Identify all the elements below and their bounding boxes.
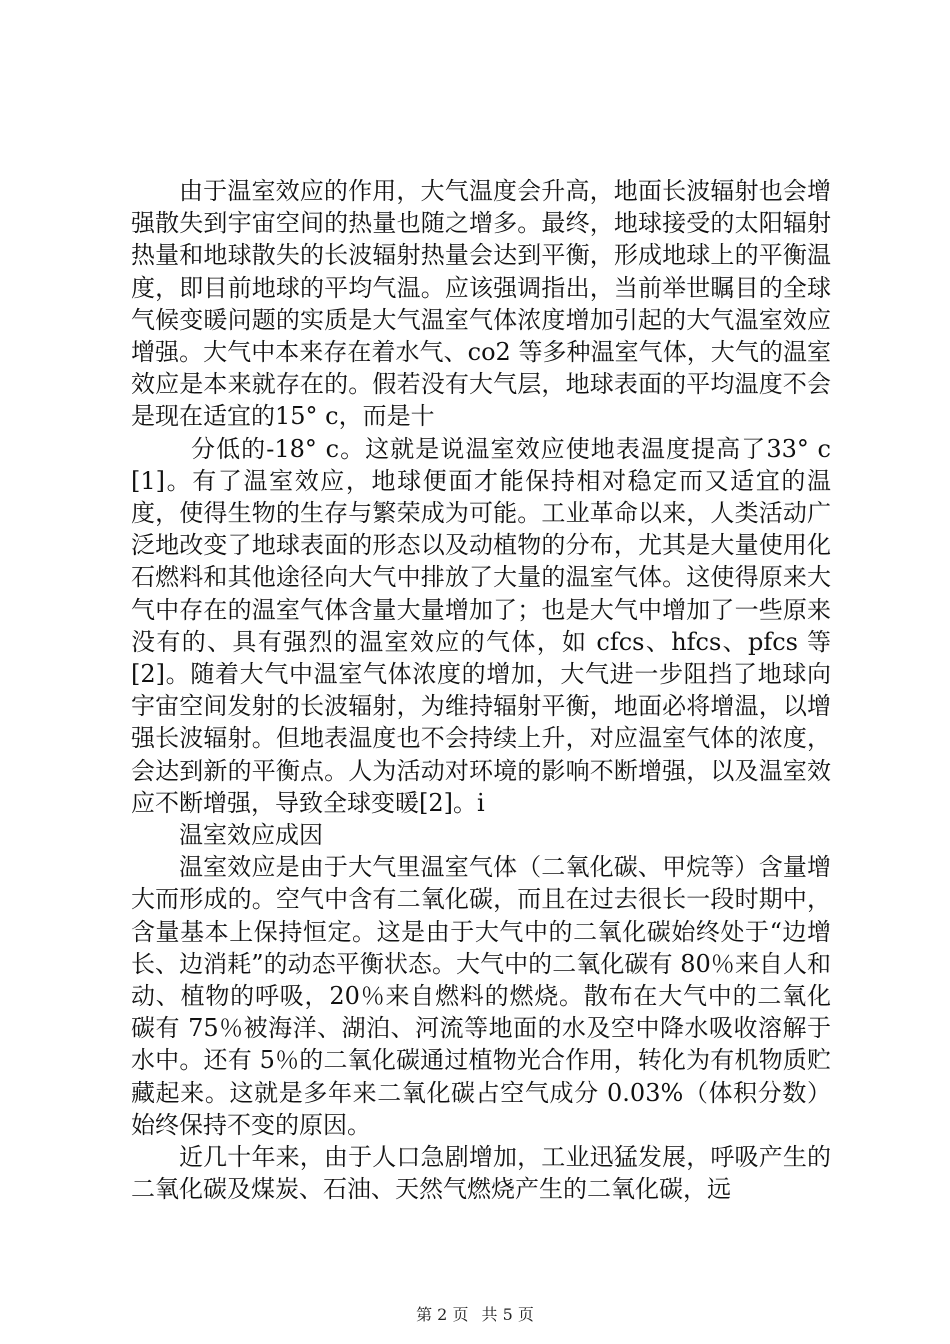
paragraph-greenhouse-effect-mechanism: 由于温室效应的作用，大气温度会升高，地面长波辐射也会增强散失到宇宙空间的热量也随之增多。最终，地球接受的太阳辐射热量和地球散失的长波辐射热量会达到平衡，形成地球上的平衡温度，即目前地球的平均气温。应该强调指出，当前举世瞩目的全球气候变暖问题的实质是大气温室气体浓度增加引起的大气温室效应增强。大气中本来存在着水气、co2 等多种温室气体，大气的温室效应是本来就存在的。假若没有大气层，地球表面的平均温度不会是现在适宜的15° c，而是十 (131, 177, 831, 431)
paragraph-greenhouse-effect-continued: 分低的-18° c。这就是说温室效应使地表温度提高了33° c[1]。有了温室效应，地球便面才能保持相对稳定而又适宜的温度，使得生物的生存与繁荣成为可能。工业革命以来，人类活动广泛地改变了地球表面的形态以及动植物的分布，尤其是大量使用化石燃料和其他途径向大气中排放了大量的温室气体。这使得原来大气中存在的温室气体含量大量增加了；也是大气中增加了一些原来没有的、具有强烈的温室效应的气体，如 cfcs、hfcs、pfcs 等[2]。随着大气中温室气体浓度的增加，大气进一步阻挡了地球向宇宙空间发射的长波辐射，为维持辐射平衡，地面必将增温，以增强长波辐射。但地表温度也不会持续上升，对应温室气体的浓度，会达到新的平衡点。人为活动对环境的影响不断增强，以及温室效应不断增强，导致全球变暖[2]。i (131, 434, 831, 817)
page-number: 第 2 页 (416, 1305, 469, 1324)
page-footer (0, 1302, 950, 1325)
paragraph-causes: 温室效应是由于大气里温室气体（二氧化碳、甲烷等）含量增大而形成的。空气中含有二氧化碳，而且在过去很长一段时期中，含量基本上保持恒定。这是由于大气中的二氧化碳始终处于“边增长、边消耗”的动态平衡状态。大气中的二氧化碳有 80％来自人和动、植物的呼吸，20％来自燃料的燃烧。散布在大气中的二氧化碳有 75％被海洋、湖泊、河流等地面的水及空中降水吸收溶解于水中。还有 5％的二氧化碳通过植物光合作用，转化为有机物质贮藏起来。这就是多年来二氧化碳占空气成分 0.03%（体积分数）始终保持不变的原因。 (131, 853, 831, 1139)
section-heading-causes: 温室效应成因 (179, 821, 323, 850)
paragraph-recent-decades: 近几十年来，由于人口急剧增加，工业迅猛发展，呼吸产生的二氧化碳及煤炭、石油、天然气燃烧产生的二氧化碳，远 (131, 1143, 831, 1204)
document-body (131, 175, 831, 1206)
page-total: 共 5 页 (481, 1305, 534, 1324)
